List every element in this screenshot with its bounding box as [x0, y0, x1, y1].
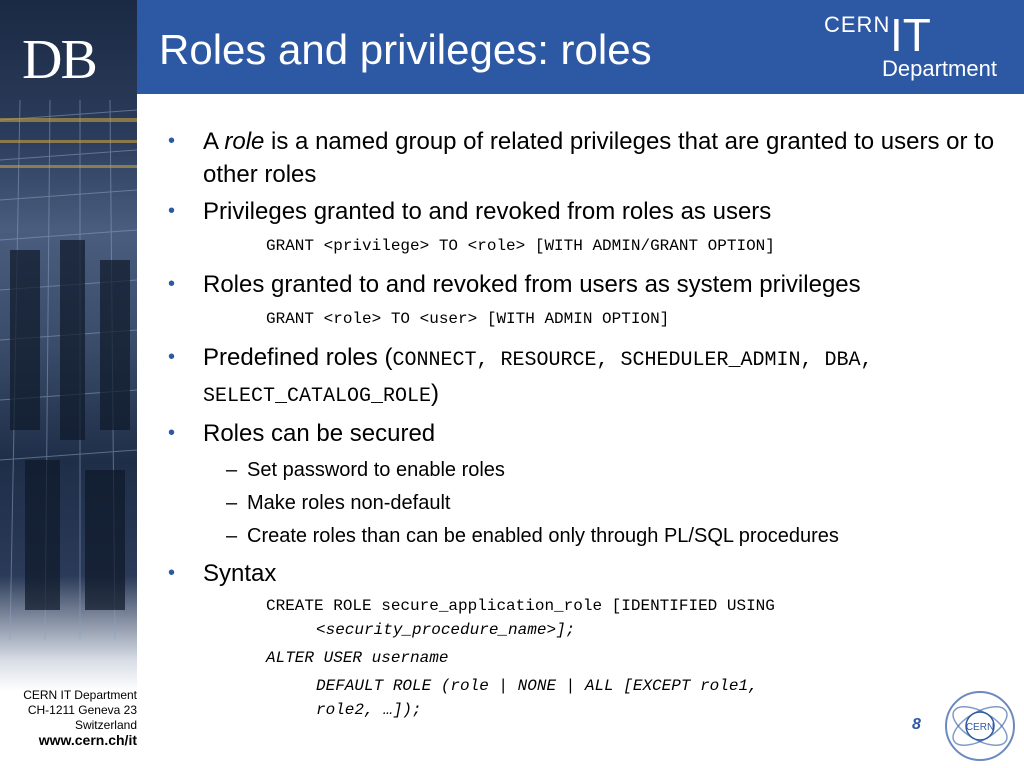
bullet-dot: • — [168, 422, 176, 444]
syntax-default-role-cont: role2, …]); — [316, 701, 422, 719]
predefined-roles-list: CONNECT, RESOURCE, SCHEDULER_ADMIN, DBA, SELECT_CATALOG_ROLE — [203, 349, 873, 408]
slide-content — [160, 125, 1000, 722]
bullet-roles-granted: • Roles granted to and revoked from users as system privileges — [160, 268, 1000, 301]
logo-it-text: IT — [890, 9, 931, 61]
footer-address: CERN IT Department CH-1211 Geneva 23 Switzerland www.cern.ch/it — [0, 688, 137, 748]
bullet-role-definition: • A role is a named group of related privileges that are granted to users or to other roles — [160, 125, 1000, 191]
cern-it-logo — [824, 6, 1014, 90]
syntax-create-role-cont: <security_procedure_name>]; — [316, 621, 576, 639]
bullet-roles-secured: • Roles can be secured — [160, 417, 1000, 450]
role-term: role — [224, 128, 265, 155]
bullet-predefined-roles: • Predefined roles (CONNECT, RESOURCE, SCHEDULER_ADMIN, DBA, SELECT_CATALOG_ROLE) — [160, 341, 1000, 413]
slide-title: Roles and privileges: roles — [159, 26, 652, 73]
bullet-dot: • — [168, 130, 176, 152]
syntax-create-role: CREATE ROLE secure_application_role [IDENTIFIED USING — [266, 597, 775, 615]
db-logo: DB — [22, 29, 96, 91]
footer-url[interactable]: www.cern.ch/it — [38, 732, 137, 748]
sub-bullet-plsql: – Create roles than can be enabled only through PL/SQL procedures — [226, 525, 839, 547]
bullet-dot: • — [168, 200, 176, 222]
syntax-default-role: DEFAULT ROLE (role | NONE | ALL [EXCEPT role1, — [316, 677, 758, 695]
bullet-dot: • — [168, 562, 176, 584]
sub-bullet-non-default: – Make roles non-default — [226, 492, 451, 514]
bullet-privileges-granted: • Privileges granted to and revoked from roles as users — [160, 195, 1000, 228]
grant-role-code: GRANT <role> TO <user> [WITH ADMIN OPTION] — [266, 310, 670, 328]
bullet-syntax: • Syntax — [160, 557, 1000, 590]
sidebar-image — [0, 0, 137, 768]
page-number: 8 — [912, 716, 921, 733]
cern-badge-icon — [940, 686, 1020, 766]
logo-cern-text: CERN — [824, 12, 891, 37]
syntax-alter-user: ALTER USER username — [266, 649, 449, 667]
bullet-dot: • — [168, 273, 176, 295]
grant-privilege-code: GRANT <privilege> TO <role> [WITH ADMIN/GRANT OPTION] — [266, 237, 775, 255]
sub-bullet-password: – Set password to enable roles — [226, 459, 505, 481]
cern-badge-text: CERN — [965, 722, 995, 733]
logo-department-text: Department — [882, 56, 997, 81]
datacenter-photo — [0, 0, 137, 680]
bullet-dot: • — [168, 346, 176, 368]
slide-header — [137, 0, 1024, 94]
